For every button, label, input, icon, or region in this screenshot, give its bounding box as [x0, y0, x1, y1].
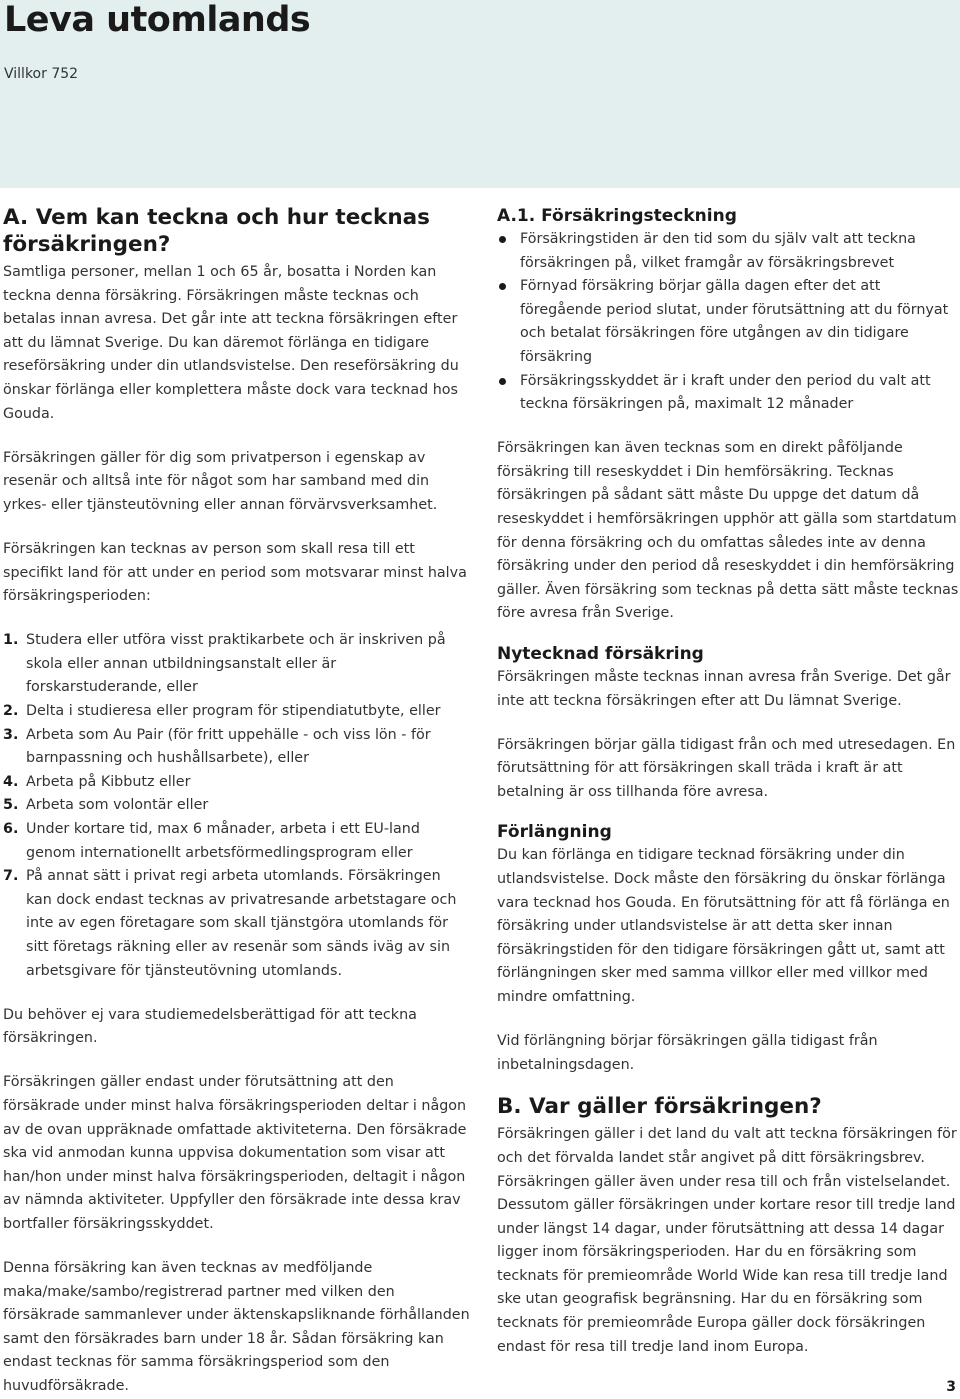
- a1-bullet-list: [497, 228, 959, 417]
- list-item: 5. Arbeta som volontär eller: [3, 797, 209, 814]
- bullet-icon: [499, 236, 506, 243]
- bullet-icon: [499, 378, 506, 385]
- list-item: Förnyad försäkring börjar gälla dagen efter det att föregående period slutat, under förutsättning att du förnyat och betalat försäkringen före utgången av din tidigare försäkring: [497, 275, 959, 369]
- paragraph: Samtliga personer, mellan 1 och 65 år, bosatta i Norden kan teckna denna försäkring. Försäkringen måste tecknas och betalas innan avresa. Det går inte att teckna försäkringen efter att du lämnat Sverige. Du kan däremot förlänga en tidigare reseförsäkring under din utlandsvistelse. Den reseförsäkring du önskar förlänga eller komplettera måste dock vara tecknad hos Gouda.: [3, 264, 459, 422]
- list-item: 6. Under kortare tid, max 6 månader, arbeta i ett EU-land genom internationellt arbetsförmedlingsprogram eller: [3, 820, 420, 861]
- paragraph: Försäkringen gäller endast under förutsättning att den försäkrade under minst halva försäkringsperioden deltar i någon av de ovan uppräknade omfattade aktiviteterna. Den försäkrade ska vid anmodan kunna uppvisa dokumentation som visar att han/hon under minst halva försäkringsperioden, deltagit i någon av nämnda aktiviteter. Uppfyller den försäkrade inte dessa krav bortfaller försäkringsskyddet.: [3, 1074, 467, 1232]
- section-a1-heading: A.1. Försäkringsteckning: [497, 206, 737, 226]
- paragraph: Du kan förlänga en tidigare tecknad försäkring under din utlandsvistelse. Dock måste den försäkring du önskar förlänga vara tecknad hos Gouda. En förutsättning för att få förlänga en försäkring under utlandsvistelse är att detta sker innan försäkringstiden för den tidigare försäkringen gått ut, samt att förlängningen sker med samma villkor eller med villkor med mindre omfattning.: [497, 847, 950, 1006]
- paragraph: Försäkringen kan även tecknas som en direkt påföljande försäkring till reseskyddet i Din hemförsäkring. Tecknas försäkringen på sådant sätt måste Du uppge det datum då reseskyddet i hemförsäkringen upphör att gälla som startdatum för denna försäkring och du omfattas således inte av denna försäkring under den period då reseskyddet i din hemförsäkring gäller. Även försäkring som tecknas på detta sätt måste tecknas före avresa från Sverige.: [497, 440, 959, 622]
- left-column: [3, 204, 471, 1399]
- page-number: 3: [946, 1379, 956, 1395]
- section-a-heading: A. Vem kan teckna och hur tecknas försäkringen?: [3, 205, 430, 257]
- list-item: 3. Arbeta som Au Pair (för fritt uppehälle - och viss lön - för barnpassning och hushållsarbete), eller: [3, 726, 431, 767]
- paragraph: Försäkringen kan tecknas av person som skall resa till ett specifikt land för att under en period som motsvarar minst halva försäkringsperioden:: [3, 540, 467, 605]
- paragraph: Försäkringen gäller i det land du valt att teckna försäkringen för och det förvalda landet står angivet på ditt försäkringsbrev. Försäkringen gäller även under resa till och från vistelselandet. Dessutom gäller försäkringen under kortare resor till tredje land under längst 14 dagar, under förutsättning att dessa 14 dagar ligger inom försäkringsperioden. Har du en försäkring som tecknats för premieområde World Wide kan resa till tredje land ske utan geografisk begränsning. Har du en försäkring som tecknats för premieområde Europa gäller dock försäkringen endast för resa till tredje land inom Europa.: [497, 1126, 957, 1355]
- list-item: 4. Arbeta på Kibbutz eller: [3, 773, 191, 790]
- paragraph: Vid förlängning börjar försäkringen gälla tidigast från inbetalningsdagen.: [497, 1033, 878, 1073]
- bullet-icon: [499, 283, 506, 290]
- paragraph: Försäkringen gäller för dig som privatperson i egenskap av resenär och alltså inte för något som har samband med din yrkes- eller tjänsteutövning eller annan förvärvsverksamhet.: [3, 449, 438, 513]
- paragraph: Försäkringen börjar gälla tidigast från och med utresedagen. En förutsättning för att försäkringen skall träda i kraft är att betalning är oss tillhanda före avresa.: [497, 736, 956, 800]
- extension-heading: Förlängning: [497, 822, 612, 843]
- paragraph: Försäkringen måste tecknas innan avresa från Sverige. Det går inte att teckna försäkringen efter att Du lämnat Sverige.: [497, 669, 951, 709]
- document-subtitle: Villkor 752: [4, 66, 79, 82]
- activity-list: [3, 629, 471, 983]
- list-item: Försäkringsskyddet är i kraft under den period du valt att teckna försäkringen på, maximalt 12 månader: [497, 370, 959, 417]
- new-insurance-heading: Nytecknad försäkring: [497, 644, 704, 664]
- document-title: Leva utomlands: [4, 0, 311, 40]
- section-b-heading: B. Var gäller försäkringen?: [497, 1094, 822, 1120]
- paragraph: Du behöver ej vara studiemedelsberättigad för att teckna försäkringen.: [3, 1006, 417, 1047]
- right-column: [497, 204, 959, 1359]
- paragraph: Denna försäkring kan även tecknas av medföljande maka/make/sambo/registrerad partner med vilken den försäkrade sammanlever under äktenskapsliknande förhållanden samt den försäkrades barn under 18 år. Sådan försäkring kan endast tecknas för samma försäkringsperiod som den huvudförsäkrade.: [3, 1259, 470, 1394]
- header-band: [0, 0, 960, 188]
- list-item: 2. Delta i studieresa eller program för stipendiatutbyte, eller: [3, 703, 441, 719]
- list-item: 1. Studera eller utföra visst praktikarbete och är inskriven på skola eller annan utbildningsanstalt eller är forskarstuderande, eller: [3, 632, 446, 696]
- list-item: Försäkringstiden är den tid som du själv valt att teckna försäkringen på, vilket framgår av försäkringsbrevet: [497, 228, 959, 275]
- list-item: 7. På annat sätt i privat regi arbeta utomlands. Försäkringen kan dock endast tecknas av privatresande arbetstagare och inte av egen företagare som skall tjänstgöra utomlands för sitt företags räkning eller av resenär som sänds iväg av sin arbetsgivare för tjänsteutövning utomlands.: [3, 868, 457, 979]
